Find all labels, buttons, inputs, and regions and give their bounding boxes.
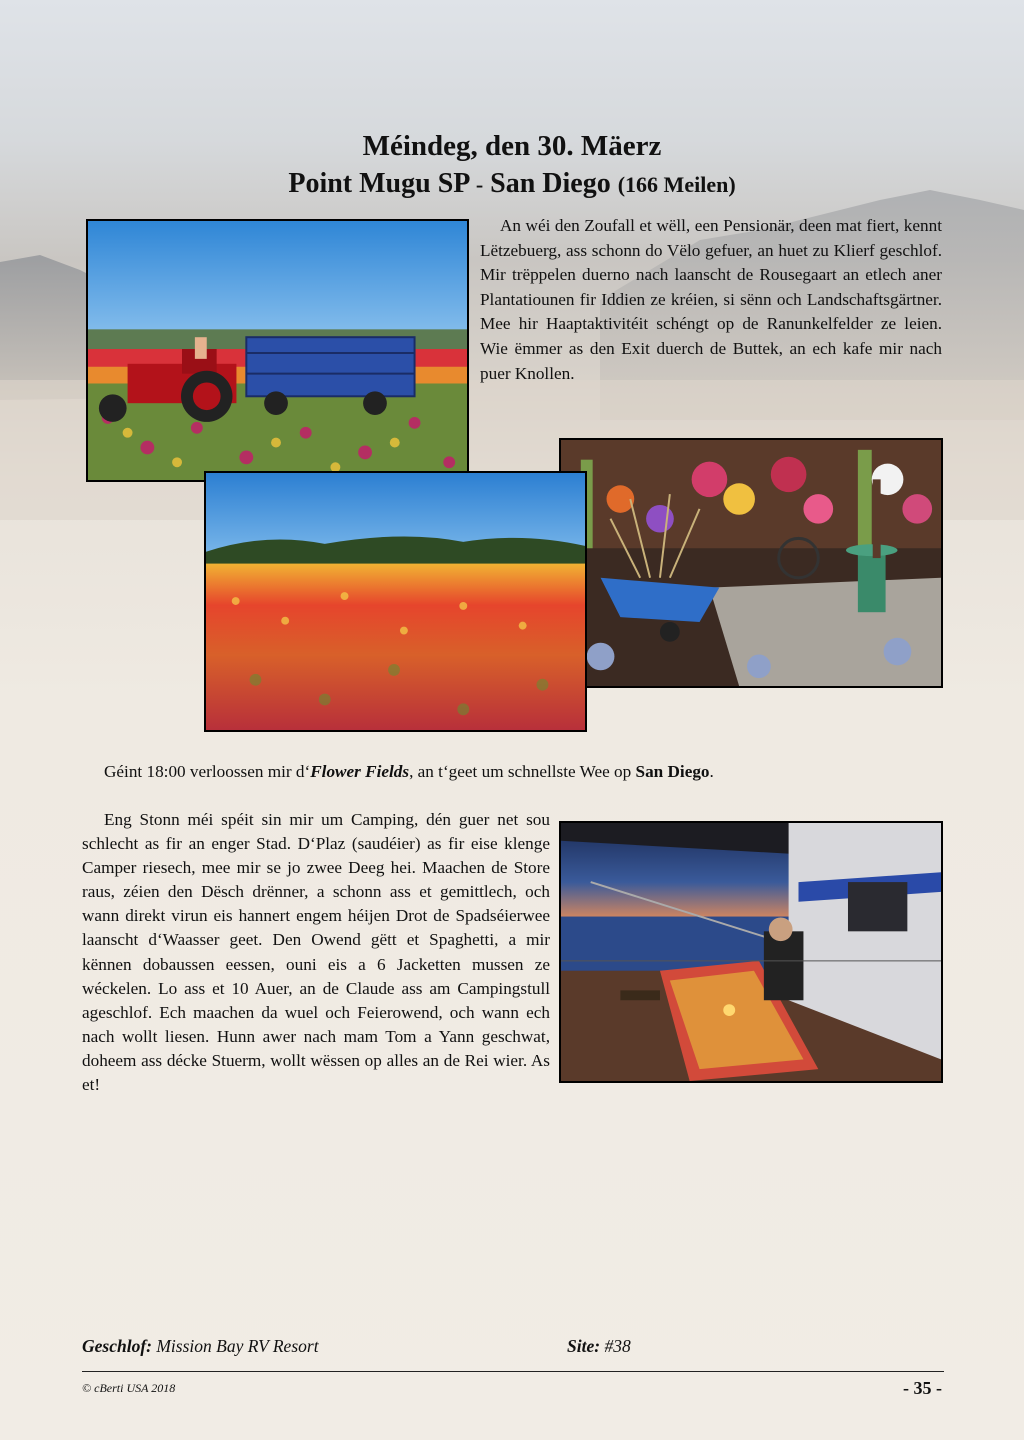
flower-fields-emphasis: Flower Fields bbox=[310, 762, 410, 781]
page-number: - 35 - bbox=[903, 1378, 942, 1398]
departure-text-before: Géint 18:00 verloossen mir d‘ bbox=[104, 762, 311, 781]
page-title: Méindeg, den 30. Mäerz bbox=[362, 130, 662, 162]
photo-garden-wheelbarrow bbox=[559, 438, 943, 688]
site-number bbox=[567, 1336, 631, 1357]
departure-text-middle: , an t‘geet um schnellste Wee op bbox=[409, 762, 636, 781]
photo-tractor-flower-field bbox=[86, 219, 469, 482]
photo-campsite-evening bbox=[559, 821, 943, 1083]
site-label: Site: bbox=[567, 1336, 601, 1356]
departure-text-after: . bbox=[709, 762, 714, 781]
camping-paragraph: Eng Stonn méi spéit sin mir um Camping, dén guer net sou schlecht as fir an enger Stad. D‘Plaz (saudéier) as fir eise klenge Camper riesech, mee mir se jo zwee Deeg hei. Maachen de Store raus, zéien den Dësch drënner, a schonn ass et gemittlech, och wann direkt virun eis hannert engem héijen Drot de Spadséierwee laanscht d‘Waasser geet. Den Owend gëtt et Spaghetti, a mir kënnen dobaussen eessen, ouni eis a 6 Jacketten mussen ze wéckelen. Lo ass et 10 Auer, an de Claude ass am Campingstull ageschlof. Ech maachen da wuel och Feierowend, och wann ech nach wollt liesen. Hunn awer nach mam Tom a Yann geschwat, doheem ass décke Stuerm, wollt wëssen op alles an de Rei wier. As et! bbox=[82, 810, 550, 1095]
route-miles: (166 Meilen) bbox=[617, 172, 736, 197]
route-from: Point Mugu SP bbox=[288, 168, 469, 199]
departure-paragraph bbox=[104, 760, 944, 784]
intro-paragraph: An wéi den Zoufall et wëll, een Pensionär, deen mat fiert, kennt Lëtzebuerg, ass schonn do Vëlo gefuer, an huet zu Klierf geschlof. Mir trëppelen duerno nach laanscht de Rousegaart an etlech aner Plantatiounen fir Iddien ze kréien, si sënn och Landschaftsgärtner. Mee hir Haaptaktivitéit schéngt op de Ranunkelfelder ze leien. Wie ëmmer as den Exit duerch de Buttek, an ech kafe mir nach puer Knollen. bbox=[480, 216, 942, 383]
site-value: #38 bbox=[604, 1336, 631, 1356]
sleep-location bbox=[82, 1336, 319, 1357]
photo-ranunculus-field bbox=[204, 471, 587, 732]
route-subtitle bbox=[0, 168, 1024, 200]
san-diego-emphasis: San Diego bbox=[635, 762, 710, 781]
route-dash: - bbox=[475, 172, 484, 197]
sleep-label: Geschlof: bbox=[82, 1336, 152, 1356]
footer-divider bbox=[82, 1371, 944, 1372]
copyright: © cBerti USA 2018 bbox=[82, 1381, 176, 1395]
sleep-value: Mission Bay RV Resort bbox=[156, 1336, 319, 1356]
route-to: San Diego bbox=[490, 168, 611, 199]
